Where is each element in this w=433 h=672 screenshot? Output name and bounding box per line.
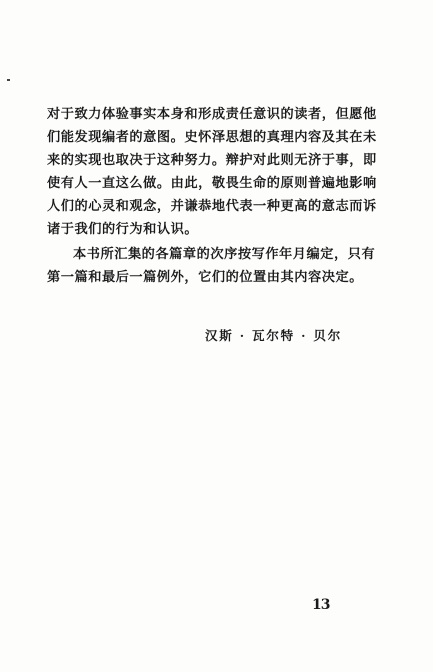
page-number: 13	[312, 597, 330, 613]
paragraph-continuation	[47, 103, 385, 241]
text-line: 诸于我们的行为和认识。	[47, 222, 199, 237]
text-line: 们能发现编者的意图。史怀泽思想的真理内容及其在未	[47, 130, 377, 145]
paragraph-ordering-note	[47, 243, 385, 289]
text-line: 对于致力体验事实本身和形成责任意识的读者，但愿他	[47, 107, 377, 122]
author-signature: 汉斯 · 瓦尔特 · 贝尔	[205, 328, 343, 343]
text-line: 使有人一直这么做。由此，敬畏生命的原则普遍地影响	[47, 176, 377, 191]
text-line: 本书所汇集的各篇章的次序按写作年月编定，只有	[73, 247, 376, 262]
text-line: 第一篇和最后一篇例外，它们的位置由其内容决定。	[47, 270, 363, 285]
text-line: 人们的心灵和观念，并谦恭地代表一种更高的意志而诉	[47, 199, 377, 214]
text-line: 来的实现也取决于这种努力。辩护对此则无济于事，即	[47, 153, 377, 168]
scan-mark	[7, 79, 10, 81]
